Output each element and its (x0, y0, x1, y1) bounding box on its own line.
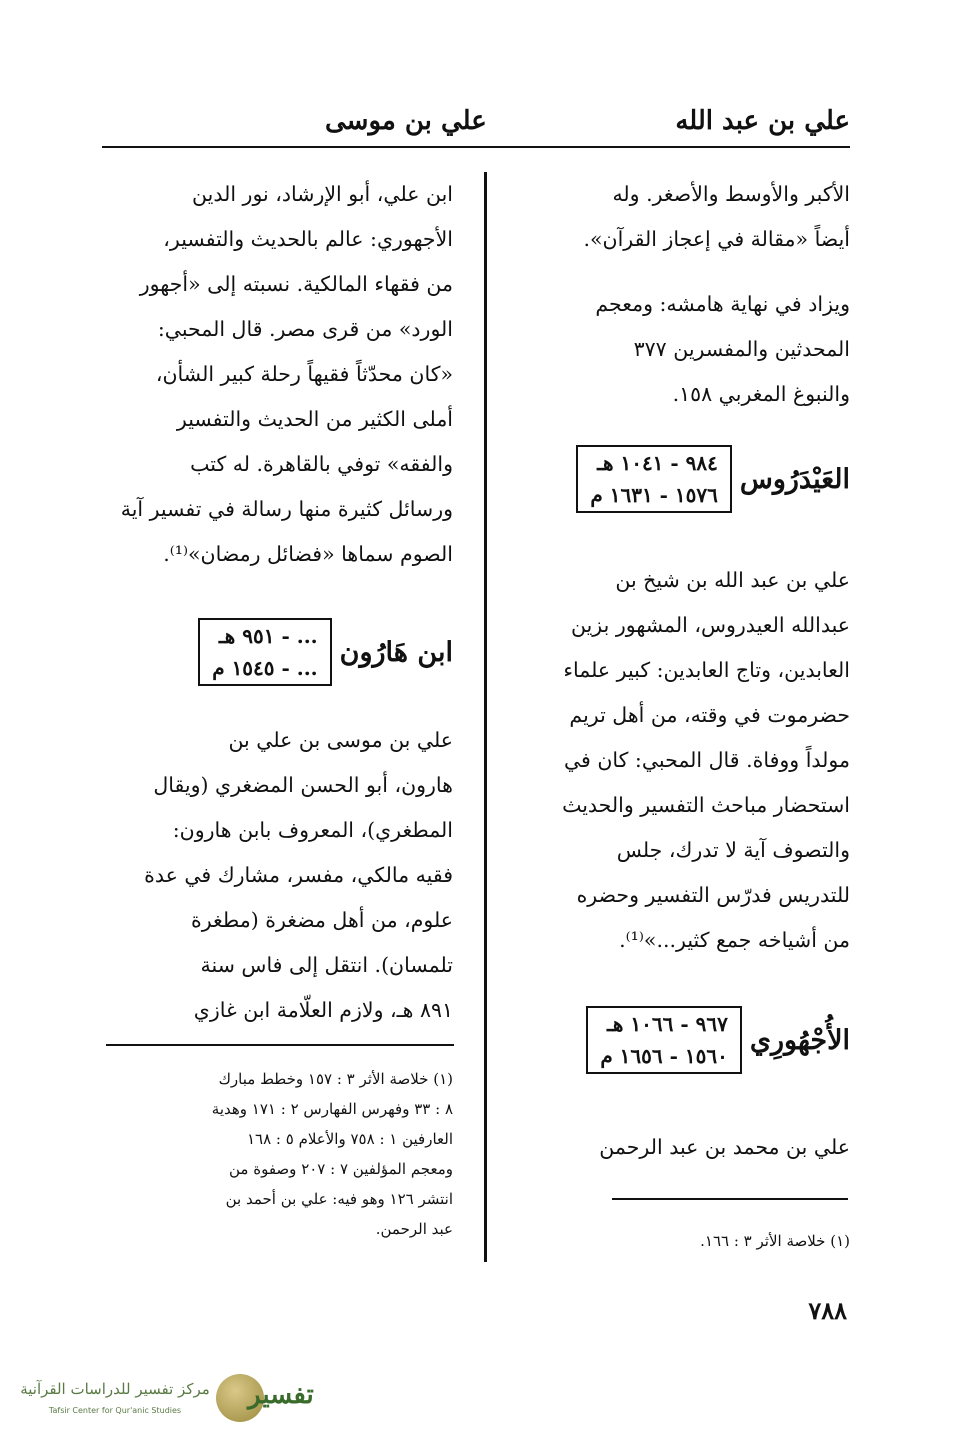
entry-aidarous (576, 445, 850, 513)
entry-name: العَيْدَرُوس (739, 463, 850, 495)
column-divider (484, 172, 487, 1262)
dates-gregorian: ... - ١٥٤٥ م (212, 656, 318, 680)
footnote-right: (١) خلاصة الأثر ٣ : ١٦٦. (700, 1232, 850, 1250)
dates-hijri: ٩٨٤ - ١٠٤١ هـ (597, 451, 718, 475)
footnote-rule-left (106, 1044, 454, 1046)
header-rule (102, 146, 850, 148)
dates-bracket (586, 1006, 742, 1074)
dates-bracket (576, 445, 732, 513)
left-para-2: علي بن موسى بن علي بن هارون، أبو الحسن المضغري (ويقال المطغري)، المعروف بابن هارون: فقيه مالكي، مفسر، مشارك في عدة علوم، من أهل مضغرة (مطغرة تلمسان). انتقل إلى فاس سنة ٨٩١ هـ، ولازم العلّامة ابن غازي (144, 728, 453, 1022)
running-header-left: علي بن موسى (325, 106, 487, 136)
footnote-left: (١) خلاصة الأثر ٣ : ١٥٧ وخطط مبارك ٨ : ٣٣ وفهرس الفهارس ٢ : ١٧١ وهدية العارفين ١ : ٧٥٨ والأعلام ٥ : ١٦٨ ومعجم المؤلفين ٧ : ٢٠٧ وصفوة من انتشر ١٢٦ وهو فيه: علي بن أحمد بن عبد الرحمن. (211, 1070, 453, 1238)
dates-gregorian: ١٥٦٠ - ١٦٥٦ م (600, 1044, 728, 1068)
logo-brand-text: تفسير (248, 1380, 314, 1410)
left-para-1: ابن علي، أبو الإرشاد، نور الدين الأجهوري: عالم بالحديث والتفسير، من فقهاء المالكية. نسبته إلى «أجهور الورد» من قرى مصر. قال المحبي: «كان محدّثاً فقيهاً رحلة كبير الشأن، أملى الكثير من الحديث والتفسير والفقه» توفي بالقاهرة. له كتب ورسائل كثيرة منها رسالة في تفسير آية الصوم سماها «فضائل رمضان»⁽¹⁾. (120, 182, 453, 566)
dates-hijri: ... - ٩٥١ هـ (218, 624, 318, 648)
running-header-right: علي بن عبد الله (675, 106, 850, 136)
right-para-1: الأكبر والأوسط والأصغر. وله أيضاً «مقالة في إعجاز القرآن». (583, 182, 850, 251)
entry-name: الأُجْهُورِي (749, 1024, 850, 1056)
logo-arabic-text: مركز تفسير للدراسات القرآنية (20, 1380, 210, 1398)
right-para-3: علي بن عبد الله بن شيخ بن عبدالله العيدروس، المشهور بزين العابدين، وتاج العابدين: كبير علماء حضرموت في وقته، من أهل تريم مولداً ووفاة. قال المحبي: كان في استحضار مباحث التفسير والحديث والتصوف آية لا تدرك، جلس للتدريس فدرّس التفسير وحضره من أشياخه جمع كثير...»⁽¹⁾. (562, 568, 850, 952)
dates-gregorian: ١٥٧٦ - ١٦٣١ م (590, 483, 718, 507)
entry-name: ابن هَارُون (339, 636, 453, 668)
logo-english-text: Tafsir Center for Qur'anic Studies (48, 1406, 182, 1415)
dates-bracket (198, 618, 331, 686)
right-para-2: ويزاد في نهاية هامشه: ومعجم المحدثين والمفسرين ٣٧٧ والنبوغ المغربي ١٥٨. (595, 292, 850, 406)
right-para-4: علي بن محمد بن عبد الرحمن (599, 1135, 850, 1159)
dates-hijri: ٩٦٧ - ١٠٦٦ هـ (607, 1012, 728, 1036)
page-number: ٧٨٨ (808, 1296, 847, 1325)
entry-ibn-haroun (198, 618, 453, 686)
entry-ajhouri (586, 1006, 850, 1074)
footnote-rule-right (612, 1198, 848, 1200)
publisher-logo (20, 1370, 314, 1430)
